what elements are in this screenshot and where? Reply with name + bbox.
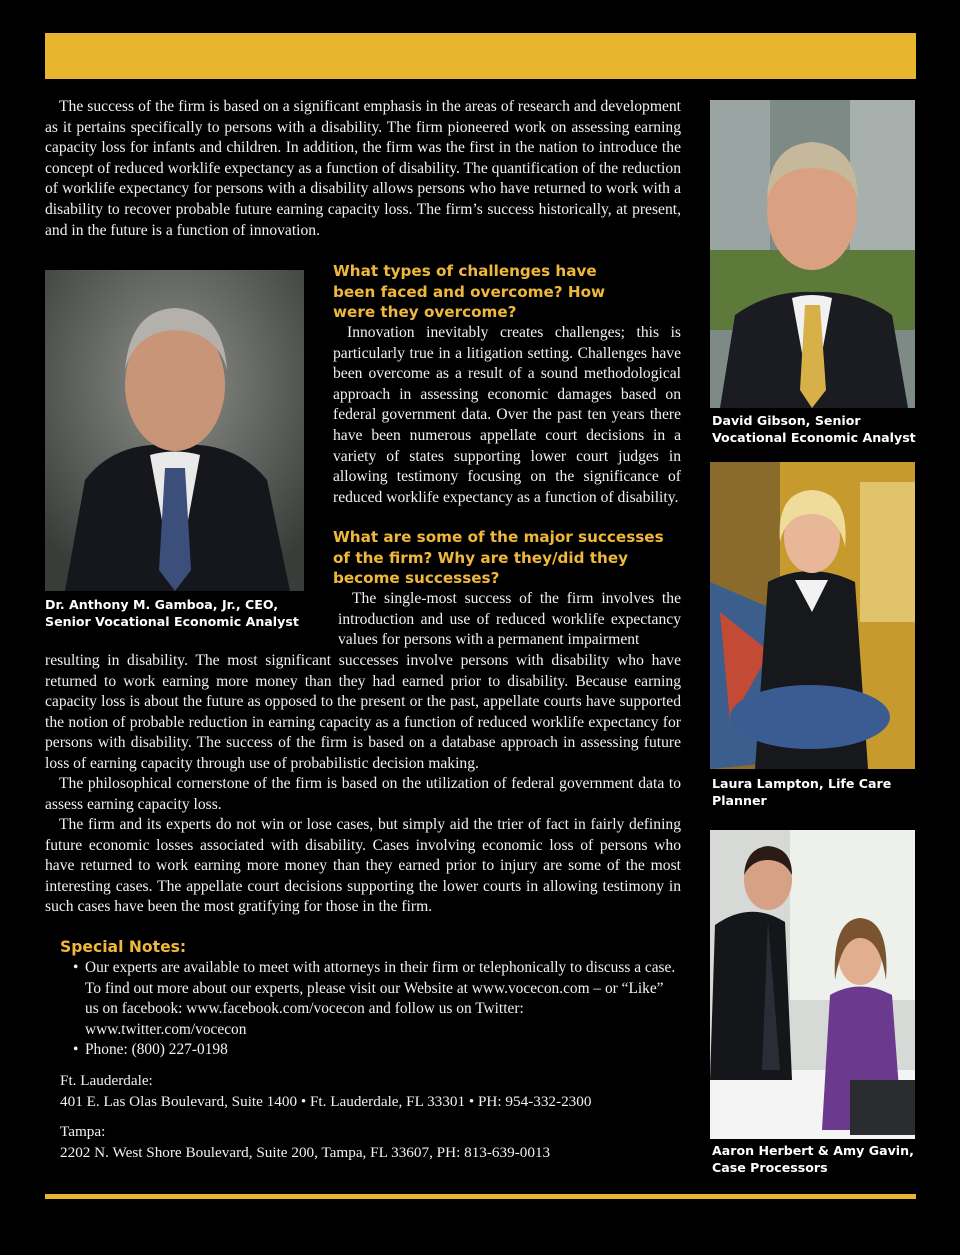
caption-gamboa: Dr. Anthony M. Gamboa, Jr., CEO, Senior Vocational Economic Analyst [45, 597, 299, 629]
portrait-lampton [710, 462, 915, 769]
office-tampa-label: Tampa: [60, 1123, 106, 1140]
intro-paragraph: The success of the firm is based on a significant emphasis in the areas of research and development as it pertains specifically to persons with a disability. The firm pioneered work on assessing earning capacity loss for infants and children. In addition, the firm was the first in the nation to introduce the concept of reduced worklife expectancy as a function of disability. The quantification of the reduction of worklife expectancy for persons with a disability allows persons who have returned to work with a disability to recover probable future earning capacity loss. The firm’s success historically, at present, and in the future is a function of innovation. [45, 98, 681, 239]
portrait-gamboa [45, 270, 304, 591]
bullet-icon: • [73, 959, 79, 976]
section2-heading: What are some of the major successes of the firm? Why are they/did they become successes? [333, 528, 664, 587]
office-ftl-label: Ft. Lauderdale: [60, 1072, 153, 1089]
section1-heading: What types of challenges have been faced and overcome? How were they overcome? [333, 262, 606, 321]
special-notes-list [60, 958, 680, 1061]
office-tampa-address: 2202 N. West Shore Boulevard, Suite 200, Tampa, FL 33607, PH: 813-639-0013 [60, 1144, 551, 1161]
special-notes [60, 936, 680, 1061]
caption-herbert-gavin: Aaron Herbert & Amy Gavin, Case Processors [712, 1143, 914, 1175]
office-ftl-address: 401 E. Las Olas Boulevard, Suite 1400 • Ft. Lauderdale, FL 33301 • PH: 954-332-2300 [60, 1093, 592, 1110]
section1-body: Innovation inevitably creates challenges; this is particularly true in a litigation setting. Challenges have been overcome as a result of a sound methodological approach in assessing economic damages based on federal government data. Over the past ten years there have been numerous appellate court decisions in a variety of states supporting lower court judges in allowing testimony focusing on the significance of reduced worklife expectancy as a function of disability. [333, 324, 681, 506]
section2-body-column: The single-most success of the firm involves the introduction and use of reduced worklife expectancy values for persons with a permanent impairment [338, 590, 681, 649]
caption-gibson: David Gibson, Senior Vocational Economic Analyst [712, 413, 916, 445]
caption-lampton: Laura Lampton, Life Care Planner [712, 776, 892, 808]
list-item [60, 1040, 680, 1061]
note-text: Our experts are available to meet with attorneys in their firm or telephonically to discuss a case. To find out more about our experts, please visit our Website at www.vocecon.com – or “Like” us on facebook: www.facebook.com/vocecon and follow us on Twitter: www.twitter.com/vocecon [85, 959, 676, 1038]
top-accent-bar [45, 33, 916, 79]
special-notes-title: Special Notes: [60, 938, 187, 956]
bullet-icon: • [73, 1041, 79, 1059]
list-item [60, 958, 680, 1040]
note-text: Phone: (800) 227-0198 [85, 1041, 228, 1059]
bottom-accent-bar [45, 1194, 916, 1199]
section2-paragraph2: The philosophical cornerstone of the firm is based on the utilization of federal government data to assess earning capacity loss. [45, 775, 681, 813]
section2-paragraph3: The firm and its experts do not win or lose cases, but simply aid the trier of fact in fairly defining future economic losses associated with disability. Cases involving economic loss of persons who have returned to work earning more money than they earned prior to injury are some of the most interesting cases. The appellate court decisions supporting the lower courts in allowing testimony in such cases have been the most gratifying for those in the firm. [45, 816, 681, 916]
section2-body-full: resulting in disability. The most significant successes involve persons with disability who have returned to work earning more money than they had earned prior to disability. Because earning capacity loss is about the future as opposed to the present or the past, appellate courts have supported the notion of probable reduction in earning capacity as a function of reduced worklife expectancy for persons with disability. The success of the firm is based on a database approach in assessing future loss of earning capacity through use of probabilistic decision making. [45, 652, 681, 772]
portrait-herbert-gavin [710, 830, 915, 1139]
portrait-gibson [710, 100, 915, 408]
